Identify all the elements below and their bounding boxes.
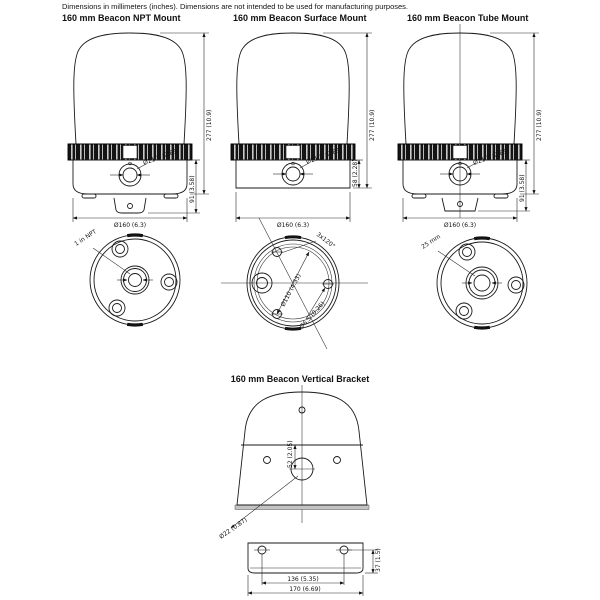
dim-height-label: 277 (10.9) xyxy=(369,109,376,141)
beacon-outline xyxy=(231,33,355,188)
surface-pattern-label: 3x120° xyxy=(314,231,337,251)
tube-bottom-geometry xyxy=(437,238,527,328)
bracket-hole-label: Ø22 (0.87) xyxy=(218,516,249,541)
dim-height-label: 277 (10.9) xyxy=(206,109,213,141)
bracket-offset-label: 52 (2.05) xyxy=(287,440,294,468)
dim-diameter-label: Ø160 (6.3) xyxy=(113,222,147,229)
dim-hole-label: Ø21.5 (0.85) xyxy=(142,147,181,167)
disclaimer-text: Dimensions in millimeters (inches). Dimensions are not intended to be used for manufacturing purposes. xyxy=(62,2,408,11)
bracket-base-view-drawing xyxy=(225,535,400,599)
dim-hole-label: Ø21.5 (0.85) xyxy=(472,147,511,167)
surface-side-view-drawing xyxy=(223,22,378,229)
dim-hole-label: Ø21.5 (0.85) xyxy=(305,146,344,166)
base-width-label: 170 (6.69) xyxy=(289,586,321,593)
heading-vertical-bracket: 160 mm Beacon Vertical Bracket xyxy=(230,374,370,384)
npt-thread-label: 1 in NPT xyxy=(73,228,98,248)
dim-base-height-label: 91 (3.58) xyxy=(519,174,526,202)
heading-tube-mount: 160 mm Beacon Tube Mount xyxy=(407,13,529,23)
bracket-front-view-drawing xyxy=(215,383,390,543)
surface-bolt-circle-label: Ø110 (4.33) xyxy=(279,272,303,308)
dim-diameter-label: Ø160 (6.3) xyxy=(443,222,477,229)
surface-hole-label: Ø6.5 (0.26) xyxy=(298,300,327,331)
surface-side-dimensions xyxy=(236,33,376,229)
tube-diameter-label: 25 mm xyxy=(420,233,442,251)
npt-bottom-view-drawing xyxy=(63,212,213,352)
beacon-outline xyxy=(398,24,522,218)
dim-base-height-label: 58 (2.28) xyxy=(352,159,359,187)
tube-bottom-view-drawing xyxy=(410,215,560,355)
heading-npt-mount: 160 mm Beacon NPT Mount xyxy=(62,13,181,23)
npt-side-view-drawing xyxy=(60,22,215,229)
surface-bottom-view-drawing xyxy=(218,211,373,361)
tube-side-view-drawing xyxy=(390,22,545,229)
beacon-outline xyxy=(68,33,192,213)
tube-side-dimensions xyxy=(403,33,543,229)
heading-surface-mount: 160 mm Beacon Surface Mount xyxy=(233,13,367,23)
dim-diameter-label: Ø160 (6.3) xyxy=(276,222,310,229)
dim-height-label: 277 (10.9) xyxy=(536,109,543,141)
base-depth-label: 37 (1.5) xyxy=(375,548,382,572)
base-hole-spacing-label: 136 (5.35) xyxy=(287,576,319,583)
npt-bottom-geometry xyxy=(90,235,180,325)
bracket-front-geometry xyxy=(231,385,369,528)
dim-base-height-label: 91 (3.58) xyxy=(189,175,196,203)
npt-side-dimensions xyxy=(73,33,213,229)
